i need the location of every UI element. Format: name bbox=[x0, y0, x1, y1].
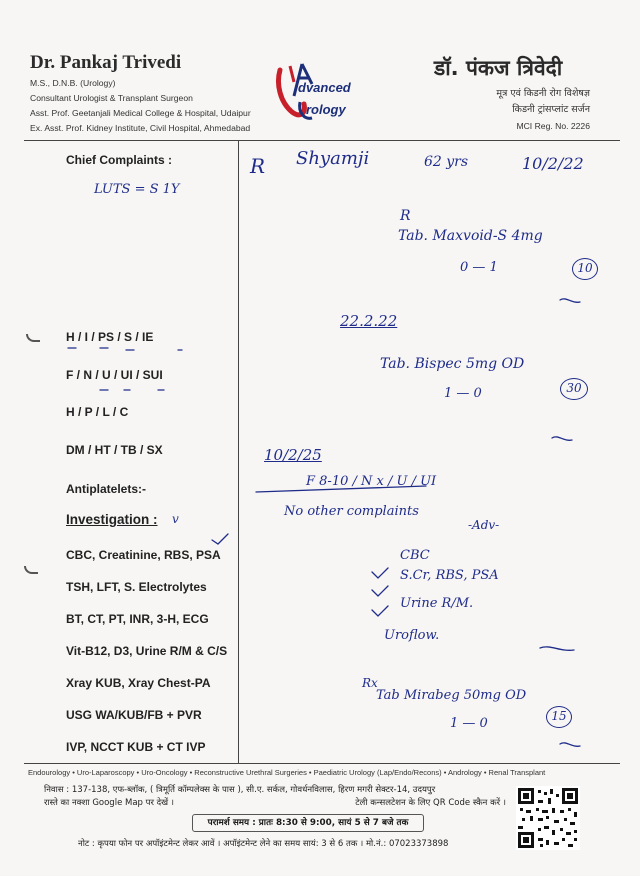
logo-text-advanced: dvanced bbox=[298, 80, 351, 95]
comorbidity-line: DM / HT / TB / SX bbox=[66, 443, 163, 457]
investigation-item: Vit-B12, D3, Urine R/M & C/S bbox=[66, 644, 228, 658]
investigation-item: BT, CT, PT, INR, 3-H, ECG bbox=[66, 612, 209, 626]
signature-mark bbox=[540, 647, 574, 650]
services-list: Endourology • Uro-Laparoscopy • Uro-Oncology • Reconstructive Urethral Surgeries • Paediatric Urology (Lap/Endo/Recons) • Andrology • Renal Transplant bbox=[28, 768, 546, 777]
hw-advice-2: S.Cr, RBS, PSA bbox=[400, 568, 499, 583]
hw-rx-1-dose: 0 — 1 bbox=[460, 260, 498, 275]
hw-rx-1: Tab. Maxvoid-S 4mg bbox=[398, 228, 543, 244]
qualifications: M.S., D.N.B. (Urology) bbox=[30, 78, 116, 88]
hw-check-mark bbox=[212, 534, 228, 544]
hw-chief-complaint: LUTS = S 1Y bbox=[94, 182, 180, 197]
hw-note-1: F 8-10 / N x / U / UI bbox=[306, 474, 437, 489]
affiliation-2: Ex. Asst. Prof. Kidney Institute, Civil Hospital, Ahmedabad bbox=[30, 123, 251, 133]
signature-mark bbox=[552, 437, 572, 440]
history-h2-line: H / P / L / C bbox=[66, 405, 129, 419]
investigation-item: CBC, Creatinine, RBS, PSA bbox=[66, 548, 221, 562]
signature-mark bbox=[560, 743, 580, 746]
hw-advice-4: Uroflow. bbox=[384, 628, 440, 643]
hw-investigation-mark: v bbox=[172, 512, 179, 526]
hw-advice-heading: -Adv- bbox=[468, 518, 500, 532]
hw-date-3: 10/2/25 bbox=[264, 446, 322, 464]
hw-rx-2: Tab. Bispec 5mg OD bbox=[380, 356, 525, 372]
hw-check-mark bbox=[372, 568, 388, 616]
hw-note-2: No other complaints bbox=[284, 504, 419, 519]
investigation-item: USG WA/KUB/FB + PVR bbox=[66, 708, 202, 722]
history-f-line: F / N / U / UI / SUI bbox=[66, 368, 163, 382]
hw-date-1: 10/2/22 bbox=[522, 154, 584, 173]
hw-rx-2-days: 30 bbox=[560, 378, 588, 400]
hw-rx-2-dose: 1 — 0 bbox=[444, 386, 482, 401]
address-line-1: निवास : 137-138, एफ-ब्लॉक, ( त्रिमूर्ति कॉम्पलेक्स के पास ), सी.ए. सर्कल, गोवर्धनविलास, हिरण मगरी सेक्टर-14, उदयपुर bbox=[44, 785, 436, 795]
affiliation-1: Asst. Prof. Geetanjali Medical College & Hospital, Udaipur bbox=[30, 108, 251, 118]
history-h-line: H / I / PS / S / IE bbox=[66, 330, 154, 344]
investigation-item: IVP, NCCT KUB + CT IVP bbox=[66, 740, 206, 754]
hw-rx-1-days: 10 bbox=[572, 258, 598, 280]
doctor-title: Consultant Urologist & Transplant Surgeon bbox=[30, 93, 193, 103]
hw-rx-3: Tab Mirabeg 50mg OD bbox=[376, 688, 527, 703]
consultation-timing: परामर्श समय : प्रातः 8:30 से 9:00, सायं 5 से 7 बजे तक bbox=[192, 814, 424, 832]
hindi-transplant: किडनी ट्रांसप्लांट सर्जन bbox=[512, 104, 590, 115]
registration-number: MCI Reg. No. 2226 bbox=[516, 121, 590, 131]
appointment-note: नोट : कृपया फोन पर अपॉइंटमेन्ट लेकर आवें । अपॉइंटमेन्ट लेने का समय सायं: 3 से 6 तक । मो.नं.: 07023373898 bbox=[78, 839, 449, 849]
hw-patient-name: Shyamji bbox=[296, 148, 370, 169]
investigation-label: Investigation : bbox=[66, 512, 158, 527]
hw-patient-age: 62 yrs bbox=[424, 154, 469, 170]
hw-advice-3: Urine R/M. bbox=[400, 596, 474, 611]
signature-mark bbox=[560, 299, 580, 302]
hw-date-2: 22.2.22 bbox=[340, 312, 398, 330]
address-line-2: रास्ते का नक्शा Google Map पर देखें । bbox=[44, 798, 175, 808]
logo-text-urology: rology bbox=[306, 102, 346, 117]
hw-rx-3-prefix: Rx bbox=[362, 676, 378, 690]
hw-rx-1-symbol: R bbox=[400, 208, 411, 224]
hw-rx-symbol: R bbox=[250, 154, 266, 178]
hw-advice-1: CBC bbox=[400, 548, 430, 563]
hw-underline bbox=[256, 486, 426, 492]
hw-tick-mark bbox=[68, 348, 182, 350]
qr-instruction: टेली कन्सलटेशन के लिए QR Code स्कैन करें । bbox=[355, 798, 506, 808]
investigation-item: TSH, LFT, S. Electrolytes bbox=[66, 580, 207, 594]
hindi-specialty: मूत्र एवं किडनी रोग विशेषज्ञ bbox=[496, 88, 590, 99]
chief-complaints-label: Chief Complaints : bbox=[66, 153, 173, 167]
hw-rx-3-dose: 1 — 0 bbox=[450, 716, 488, 731]
doctor-name: Dr. Pankaj Trivedi bbox=[30, 52, 182, 73]
antiplatelets-label: Antiplatelets:- bbox=[66, 482, 147, 496]
hindi-doctor-name: डॉ. पंकज त्रिवेदी bbox=[434, 56, 563, 80]
qr-code-icon[interactable] bbox=[516, 786, 580, 850]
hw-rx-3-days: 15 bbox=[546, 706, 572, 728]
investigation-item: Xray KUB, Xray Chest-PA bbox=[66, 676, 211, 690]
